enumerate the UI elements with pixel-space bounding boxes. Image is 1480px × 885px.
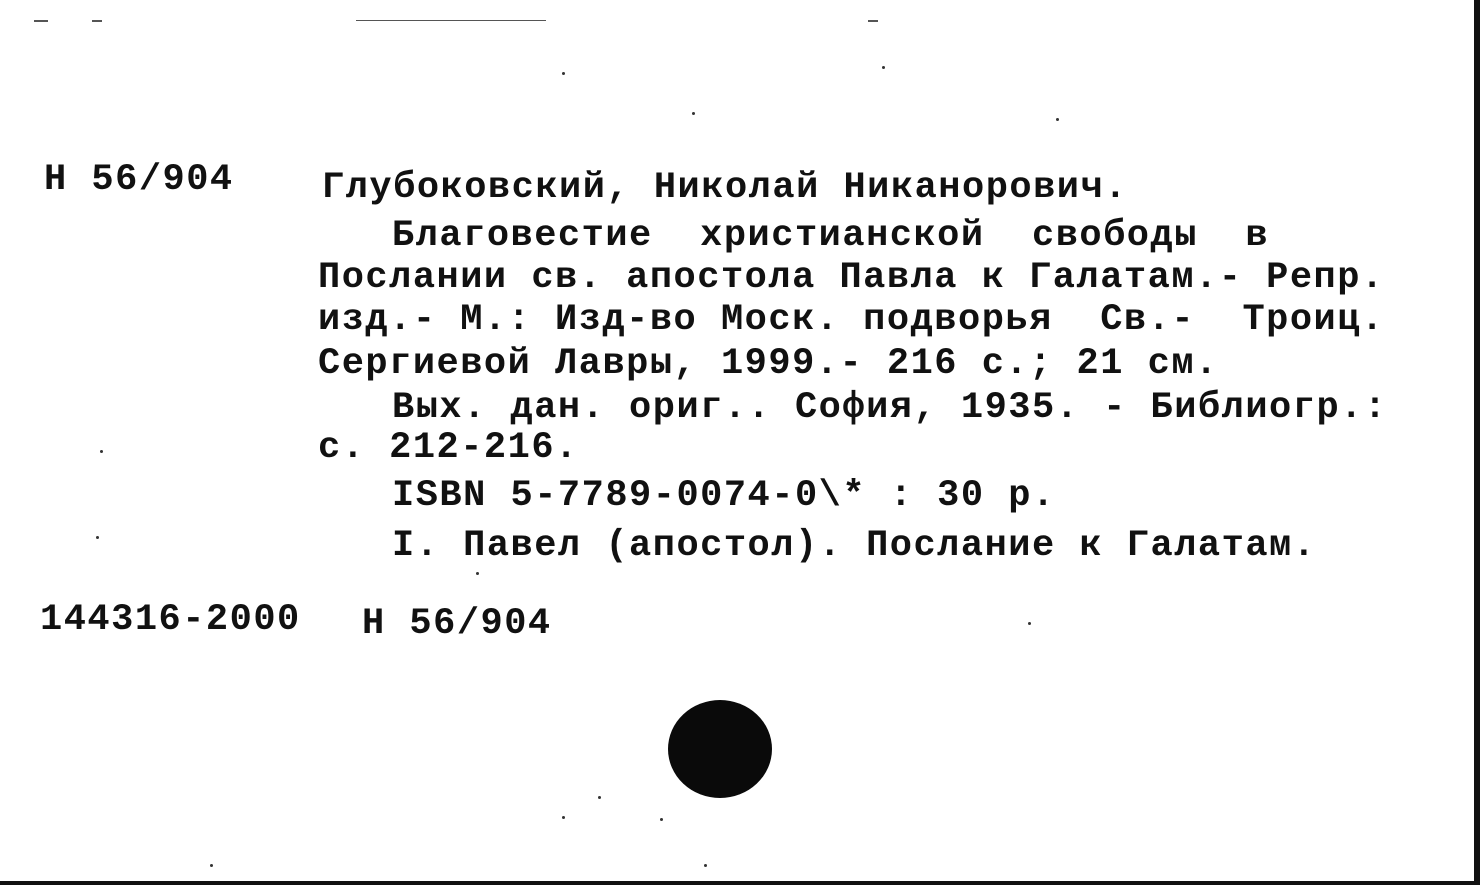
scan-mark <box>34 20 48 22</box>
scan-speck <box>100 450 103 453</box>
scan-speck <box>1028 622 1031 625</box>
scan-speck <box>598 796 601 799</box>
scan-speck <box>562 816 565 819</box>
scan-speck <box>1056 118 1059 121</box>
subject-line: I. Павел (апостол). Послание к Галатам. <box>392 525 1317 567</box>
scan-speck <box>660 818 663 821</box>
scan-mark <box>868 20 878 22</box>
call-number-bottom: Н 56/904 <box>362 603 552 645</box>
scan-speck <box>96 536 99 539</box>
scan-mark <box>356 20 546 21</box>
scan-speck <box>476 572 479 575</box>
author-heading: Глубоковский, Николай Никанорович. <box>322 167 1128 209</box>
scan-speck <box>704 864 707 867</box>
scan-speck <box>692 112 695 115</box>
accession-number: 144316-2000 <box>40 599 301 641</box>
card-edge-right <box>1474 0 1480 885</box>
description-line: Благовестие христианской свободы в <box>392 215 1270 257</box>
call-number-top: Н 56/904 <box>44 159 234 201</box>
scan-speck <box>882 66 885 69</box>
scan-speck <box>210 864 213 867</box>
punch-hole <box>668 700 772 798</box>
scan-mark <box>92 20 102 22</box>
scan-speck <box>562 72 565 75</box>
description-line: Сергиевой Лавры, 1999.- 216 с.; 21 см. <box>318 343 1219 385</box>
description-line: Послании св. апостола Павла к Галатам.- Репр. <box>318 257 1385 299</box>
note-line: Вых. дан. ориг.. София, 1935. - Библиогр.: <box>392 387 1388 429</box>
note-line: с. 212-216. <box>318 427 579 469</box>
isbn-line: ISBN 5-7789-0074-0\* : 30 р. <box>392 475 1056 517</box>
description-line: изд.- М.: Изд-во Моск. подворья Св.- Троиц. <box>318 299 1385 341</box>
card-edge-bottom <box>0 881 1480 885</box>
